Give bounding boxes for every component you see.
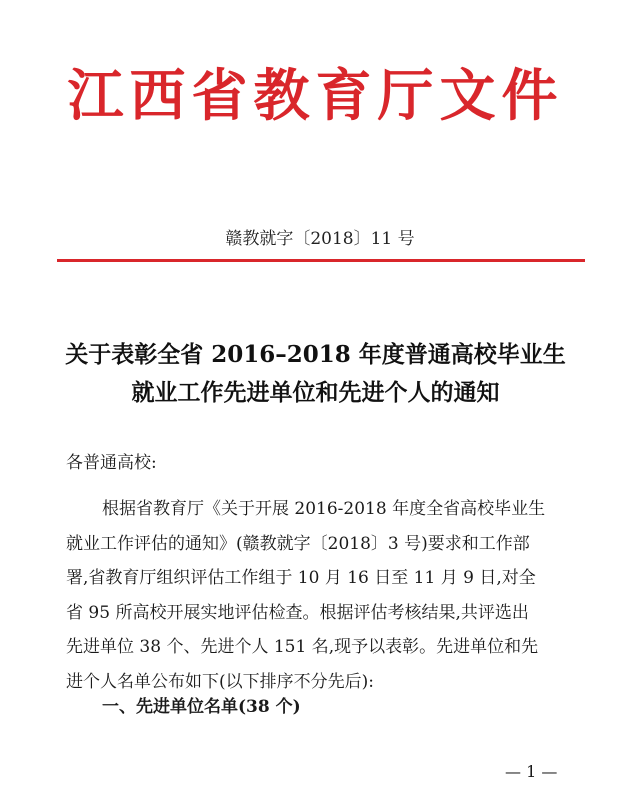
page-number: — 1 — — [505, 762, 558, 781]
body-line: 署,省教育厅组织评估工作组于 10 月 16 日至 11 月 9 日,对全 — [66, 568, 536, 589]
body-line: 进个人名单公布如下(以下排序不分先后): — [66, 671, 374, 692]
body-line: 根据省教育厅《关于开展 2016-2018 年度全省高校毕业生 — [102, 499, 546, 519]
notice-title-line-2: 就业工作先进单位和先进个人的通知 — [131, 379, 500, 406]
body-paragraph — [66, 492, 586, 700]
document-number: 赣教就字〔2018〕11 号 — [225, 229, 415, 249]
agency-document-header: 江西省教育厅文件 — [67, 63, 564, 129]
red-separator-line — [57, 259, 585, 262]
section-heading: 一、先进单位名单(38 个) — [102, 697, 301, 717]
body-line: 先进单位 38 个、先进个人 151 名,现予以表彰。先进单位和先 — [66, 637, 539, 658]
addressee: 各普通高校: — [66, 453, 157, 473]
notice-title — [0, 336, 631, 412]
body-line: 就业工作评估的通知》(赣教就字〔2018〕3 号)要求和工作部 — [66, 533, 530, 554]
body-line: 省 95 所高校开展实地评估检查。根据评估考核结果,共评选出 — [66, 602, 529, 623]
notice-title-line-1: 关于表彰全省 2016–2018 年度普通高校毕业生 — [65, 341, 566, 368]
